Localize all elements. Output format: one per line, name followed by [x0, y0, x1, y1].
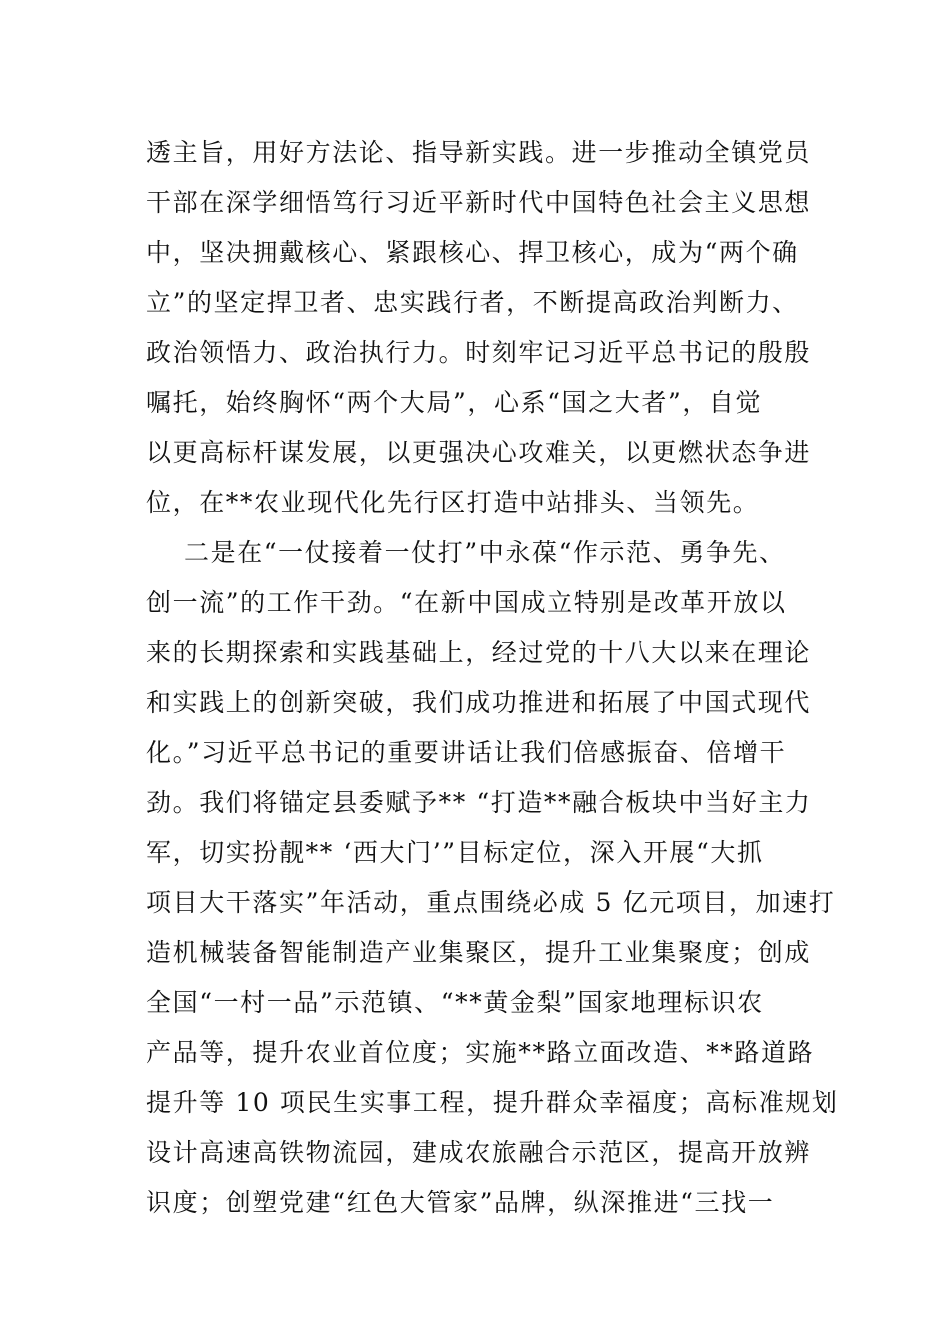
text-line: 造机械装备智能制造产业集聚区，提升工业集聚度；创成 — [146, 938, 812, 967]
text-line: 军，切实扮靓** ‘西大门’”目标定位，深入开展“大抓 — [146, 838, 764, 867]
text-line: 劲。我们将锚定县委赋予** “打造**融合板块中当好主力 — [146, 788, 812, 817]
text-line: 和实践上的创新突破，我们成功推进和拓展了中国式现代 — [146, 688, 812, 717]
text-line: 项目大干落实”年活动，重点围绕必成 5 亿元项目，加速打 — [146, 888, 836, 917]
text-line: 政治领悟力、政治执行力。时刻牢记习近平总书记的殷殷 — [146, 338, 812, 367]
text-line: 来的长期探索和实践基础上，经过党的十八大以来在理论 — [146, 638, 812, 667]
paragraph-start-line: 二是在“一仗接着一仗打”中永葆“作示范、勇争先、 — [184, 538, 786, 567]
text-line: 提升等 10 项民生实事工程，提升群众幸福度；高标准规划 — [146, 1088, 839, 1117]
text-line: 全国“一村一品”示范镇、“**黄金梨”国家地理标识农 — [146, 988, 764, 1017]
text-line: 产品等，提升农业首位度；实施**路立面改造、**路道路 — [146, 1038, 815, 1067]
text-line: 化。”习近平总书记的重要讲话让我们倍感振奋、倍增干 — [146, 738, 787, 767]
text-line: 以更高标杆谋发展，以更强决心攻难关，以更燃状态争进 — [146, 438, 812, 467]
text-line: 干部在深学细悟笃行习近平新时代中国特色社会主义思想 — [146, 188, 812, 217]
text-line: 中，坚决拥戴核心、紧跟核心、捍卫核心，成为“两个确 — [146, 238, 799, 267]
body-text — [146, 128, 839, 1228]
text-line: 位，在**农业现代化先行区打造中站排头、当领先。 — [146, 488, 760, 517]
text-line: 嘱托，始终胸怀“两个大局”，心系“国之大者”，自觉 — [146, 388, 763, 417]
text-line: 设计高速高铁物流园，建成农旅融合示范区，提高开放辨 — [146, 1138, 812, 1167]
text-line: 立”的坚定捍卫者、忠实践行者，不断提高政治判断力、 — [146, 288, 799, 317]
text-line: 透主旨，用好方法论、指导新实践。进一步推动全镇党员 — [146, 138, 812, 167]
text-line: 创一流”的工作干劲。“在新中国成立特别是改革开放以 — [146, 588, 787, 617]
text-line: 识度；创塑党建“红色大管家”品牌，纵深推进“三找一 — [146, 1188, 775, 1217]
